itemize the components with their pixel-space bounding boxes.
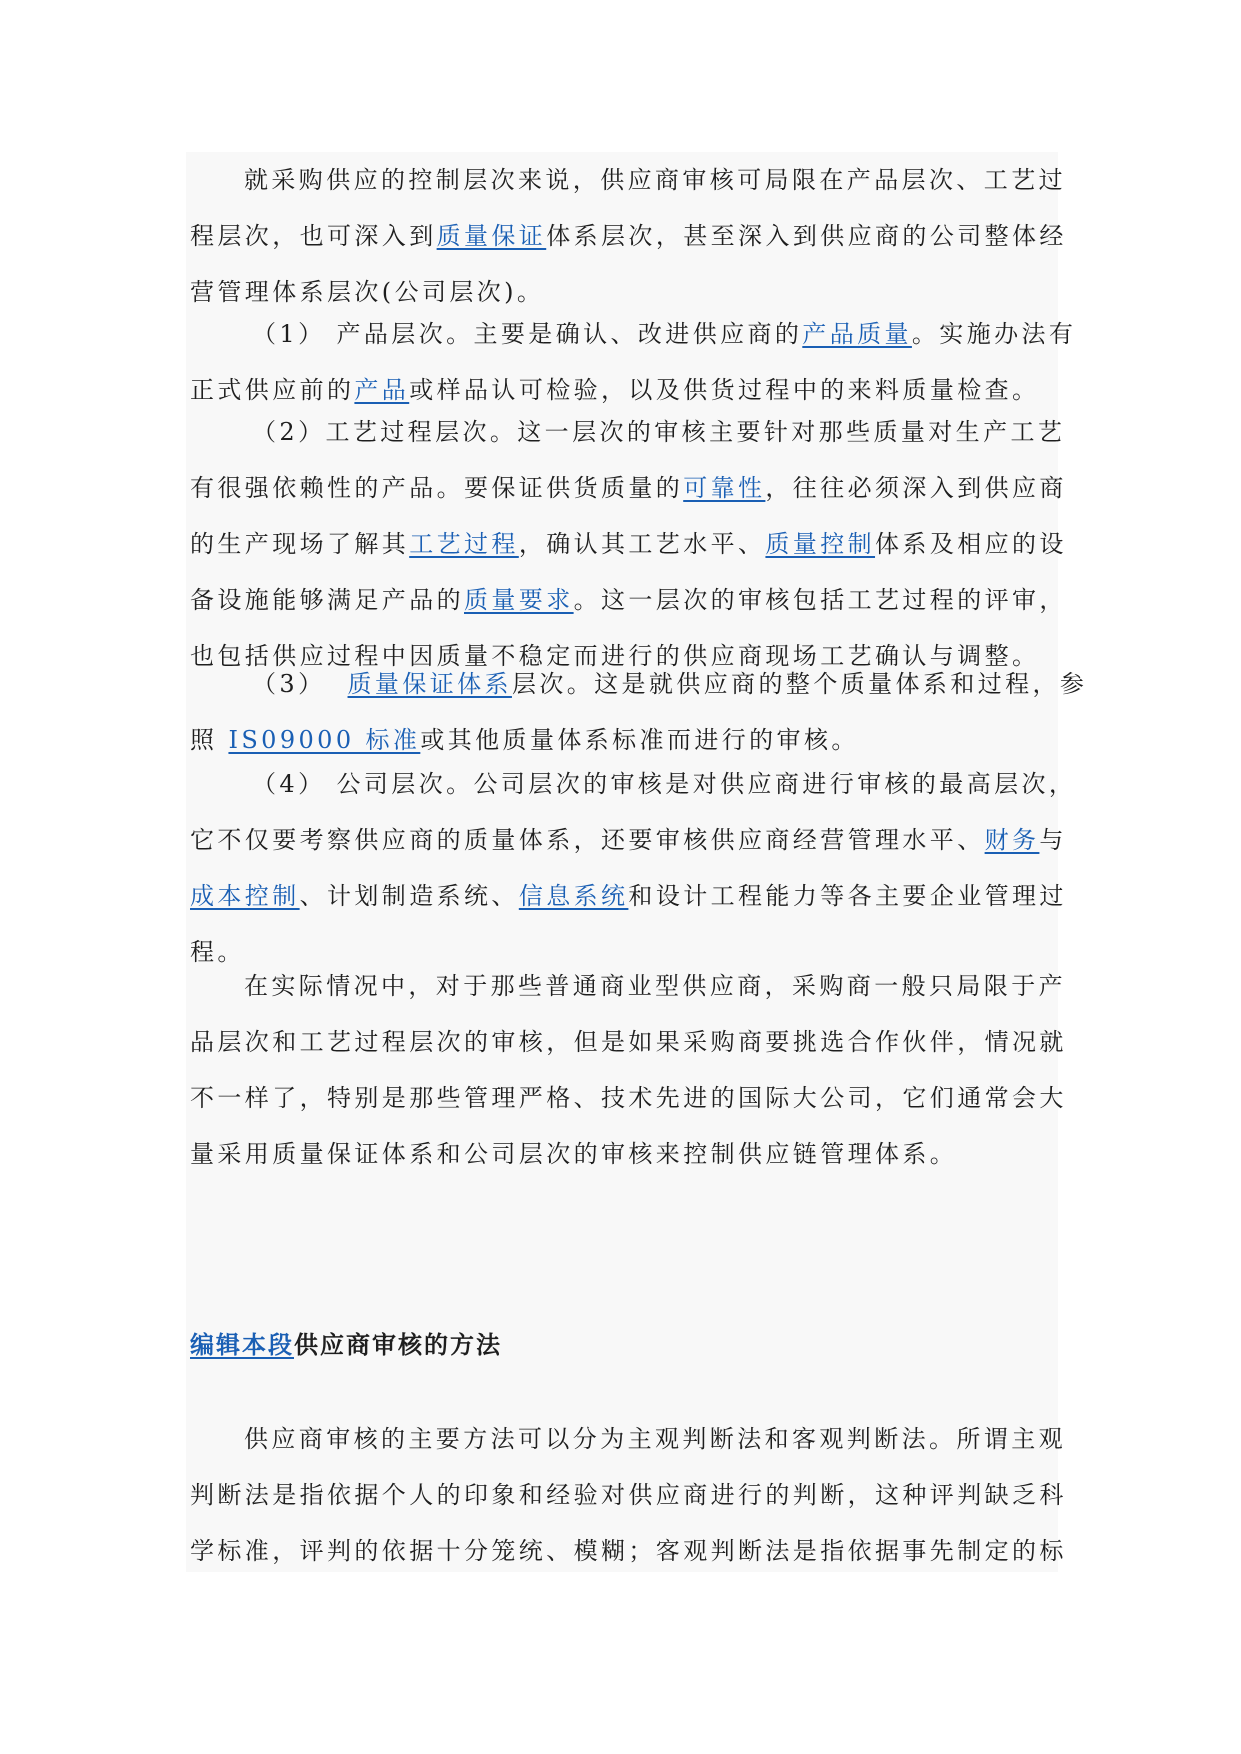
text-span: 体系及相应的设 xyxy=(875,530,1067,558)
text-line: 程。 xyxy=(190,938,245,966)
link-iso9000-standard[interactable]: IS09000 标准 xyxy=(228,726,421,754)
link-process[interactable]: 工艺过程 xyxy=(409,530,519,558)
text-line: 品层次和工艺过程层次的审核，但是如果采购商要挑选合作伙伴，情况就 xyxy=(190,1028,1067,1056)
text-span: 、计划制造系统、 xyxy=(299,882,519,910)
text-line: 营管理体系层次(公司层次)。 xyxy=(190,278,545,306)
link-product-quality[interactable]: 产品质量 xyxy=(802,320,912,348)
link-quality-assurance[interactable]: 质量保证 xyxy=(436,222,547,250)
text-line: （4） 公司层次。公司层次的审核是对供应商进行审核的最高层次， xyxy=(252,770,1077,798)
link-quality-requirements[interactable]: 质量要求 xyxy=(464,586,574,614)
text-line: 判断法是指依据个人的印象和经验对供应商进行的判断，这种评判缺乏科 xyxy=(190,1481,1067,1509)
text-span: 层次。这是就供应商的整个质量体系和过程，参 xyxy=(511,670,1088,698)
text-span: 或其他质量体系标准而进行的审核。 xyxy=(420,726,859,754)
text-span: 程层次，也可深入到 xyxy=(190,222,437,250)
text-span: 有很强依赖性的产品。要保证供货质量的 xyxy=(190,474,684,502)
link-quality-assurance-system[interactable]: 质量保证体系 xyxy=(347,670,512,698)
text-line xyxy=(190,656,1088,712)
text-span: 正式供应前的 xyxy=(190,376,355,404)
text-span: 它不仅要考察供应商的质量体系，还要审核供应商经营管理水平、 xyxy=(190,826,985,854)
text-span: 备设施能够满足产品的 xyxy=(190,586,464,614)
paragraph-process-level xyxy=(190,404,1067,684)
link-quality-control[interactable]: 质量控制 xyxy=(765,530,876,558)
edit-section-link[interactable]: 编辑本段 xyxy=(190,1331,294,1359)
link-finance[interactable]: 财务 xyxy=(984,826,1040,854)
paragraph-audit-methods xyxy=(190,1411,1067,1579)
section-heading xyxy=(190,1317,502,1373)
paragraph-control-levels xyxy=(190,152,1067,320)
text-line xyxy=(190,868,1067,924)
text-span: 或样品认可检验，以及供货过程中的来料质量检查。 xyxy=(409,376,1040,404)
text-line: （2）工艺过程层次。这一层次的审核主要针对那些质量对生产工艺 xyxy=(252,418,1066,446)
paragraph-company-level xyxy=(190,756,1077,980)
text-line xyxy=(190,812,1067,868)
text-span: （1） 产品层次。主要是确认、改进供应商的 xyxy=(252,320,803,348)
text-line: 在实际情况中，对于那些普通商业型供应商，采购商一般只局限于产 xyxy=(244,972,1066,1000)
text-span: 体系层次，甚至深入到供应商的公司整体经 xyxy=(546,222,1067,250)
text-line xyxy=(190,306,1077,362)
text-span: 。这一层次的审核包括工艺过程的评审， xyxy=(573,586,1067,614)
link-cost-control[interactable]: 成本控制 xyxy=(190,882,300,910)
text-line xyxy=(190,572,1067,628)
link-reliability[interactable]: 可靠性 xyxy=(683,474,766,502)
text-line: 不一样了，特别是那些管理严格、技术先进的国际大公司，它们通常会大 xyxy=(190,1084,1067,1112)
text-line xyxy=(190,460,1067,516)
text-span: 。实施办法有 xyxy=(911,320,1077,348)
paragraph-actual-situation xyxy=(190,958,1067,1182)
text-line: 就采购供应的控制层次来说，供应商审核可局限在产品层次、工艺过 xyxy=(244,166,1066,194)
text-span: ，往往必须深入到供应商 xyxy=(765,474,1067,502)
section-title: 供应商审核的方法 xyxy=(294,1331,502,1359)
text-span: 与 xyxy=(1039,826,1067,854)
text-line xyxy=(190,516,1067,572)
text-span: 的生产现场了解其 xyxy=(190,530,410,558)
paragraph-product-level xyxy=(190,306,1077,418)
text-line xyxy=(190,208,1067,264)
link-product[interactable]: 产品 xyxy=(354,376,410,404)
paragraph-qa-system-level xyxy=(190,656,1088,768)
text-span: （3） xyxy=(252,670,348,698)
text-line: 供应商审核的主要方法可以分为主观判断法和客观判断法。所谓主观 xyxy=(244,1425,1066,1453)
text-line: 学标准，评判的依据十分笼统、模糊；客观判断法是指依据事先制定的标 xyxy=(190,1537,1067,1565)
text-span: ，确认其工艺水平、 xyxy=(518,530,766,558)
text-line: 量采用质量保证体系和公司层次的审核来控制供应链管理体系。 xyxy=(190,1140,958,1168)
text-span: 和设计工程能力等各主要企业管理过 xyxy=(628,882,1067,910)
link-information-system[interactable]: 信息系统 xyxy=(518,882,629,910)
article-content xyxy=(186,152,1088,1572)
text-line: 也包括供应过程中因质量不稳定而进行的供应商现场工艺确认与调整。 xyxy=(190,642,1040,670)
text-span: 照 xyxy=(190,726,229,754)
